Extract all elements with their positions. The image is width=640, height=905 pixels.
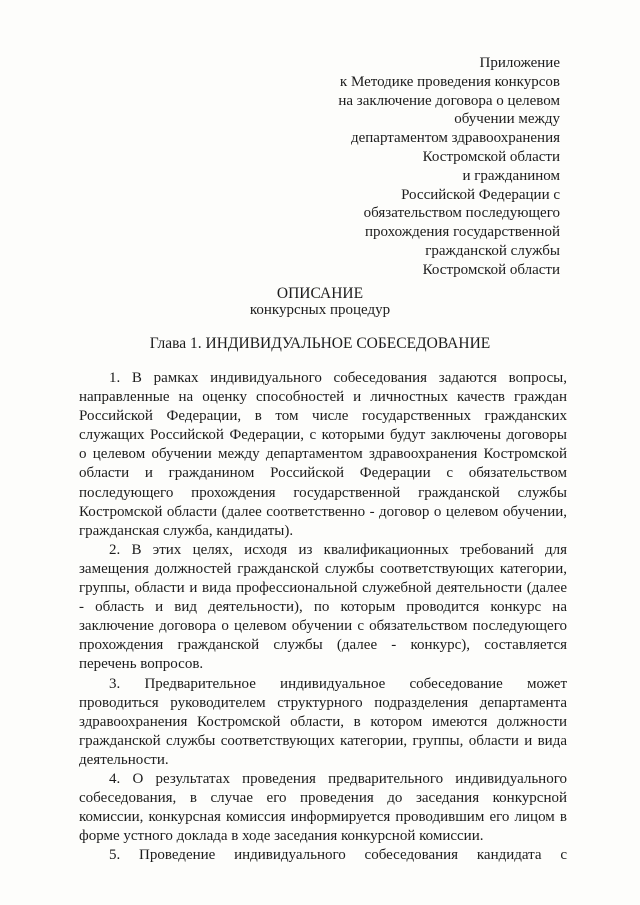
body-line: заключение договора о целевом обучении с обязательством последующего <box>79 618 567 635</box>
document-title: ОПИСАНИЕ <box>276 285 364 302</box>
body-line: комиссии, конкурсная комиссия информируется проводившим его лицом в <box>79 809 567 826</box>
appendix-line: Костромской области <box>422 148 560 165</box>
appendix-block <box>300 54 560 280</box>
body-line: 4. О результатах проведения предварительного индивидуального <box>109 770 567 787</box>
appendix-line: Приложение <box>479 55 560 71</box>
body-line: Костромской области (далее соответственно - договор о целевом обучении, <box>79 503 567 520</box>
body-line: области и гражданином Российской Федерации с обязательством <box>79 465 567 482</box>
body-line: гражданской службы соответствующих категории, группы, области и вида <box>79 732 567 749</box>
document-subtitle: конкурсных процедур <box>249 302 391 318</box>
body-line: 1. В рамках индивидуального собеседования задаются вопросы, <box>109 370 567 386</box>
appendix-line: прохождения государственной <box>365 224 560 241</box>
body-text <box>79 369 567 865</box>
body-line: Российской Федерации, в том числе государственных гражданских <box>79 408 567 425</box>
body-line: направленные на оценку способностей и личностных качеств граждан <box>79 389 567 406</box>
appendix-line: департаментом здравоохранения <box>350 130 560 147</box>
body-line: собеседования, в случае его проведения до заседания конкурсной <box>79 790 567 807</box>
body-line: 2. В этих целях, исходя из квалификационных требований для <box>109 541 567 558</box>
body-line: замещения должностей гражданской службы соответствующих категории, <box>79 560 567 577</box>
appendix-line: обязательством последующего <box>363 205 560 222</box>
appendix-line: и гражданином <box>462 167 560 184</box>
body-line: деятельности. <box>79 751 169 768</box>
body-line: 3. Предварительное индивидуальное собеседование может <box>109 675 567 692</box>
body-line: последующего прохождения государственной гражданской службы <box>79 484 567 501</box>
appendix-line: обучении между <box>454 111 560 128</box>
appendix-line: к Методике проведения конкурсов <box>339 73 560 90</box>
appendix-line: Российской Федерации с <box>401 186 560 203</box>
body-line: - область и вид деятельности), по которым проводится конкурс на <box>79 599 567 616</box>
body-line: перечень вопросов. <box>79 656 204 673</box>
body-line: о целевом обучении между департаментом здравоохранения Костромской <box>79 446 567 463</box>
body-line: проводиться руководителем структурного подразделения департамента <box>79 694 567 711</box>
body-line: прохождения гражданской службы (далее - конкурс), составляется <box>79 637 567 654</box>
appendix-line: на заключение договора о целевом <box>338 92 560 109</box>
chapter-heading: Глава 1. ИНДИВИДУАЛЬНОЕ СОБЕСЕДОВАНИЕ <box>149 335 491 352</box>
appendix-line: Костромской области <box>422 261 560 278</box>
body-line: 5. Проведение индивидуального собеседования кандидата с <box>109 847 567 864</box>
body-line: здравоохранения Костромской области, в котором имеются должности <box>79 713 567 730</box>
appendix-line: гражданской службы <box>425 242 560 259</box>
body-line: форме устного доклада в ходе заседания конкурсной комиссии. <box>79 828 484 845</box>
body-line: служащих Российской Федерации, с которыми будут заключены договоры <box>79 427 567 444</box>
body-line: группы, области и вида профессиональной служебной деятельности (далее <box>79 580 567 597</box>
body-line: гражданская служба, кандидаты). <box>79 522 294 539</box>
